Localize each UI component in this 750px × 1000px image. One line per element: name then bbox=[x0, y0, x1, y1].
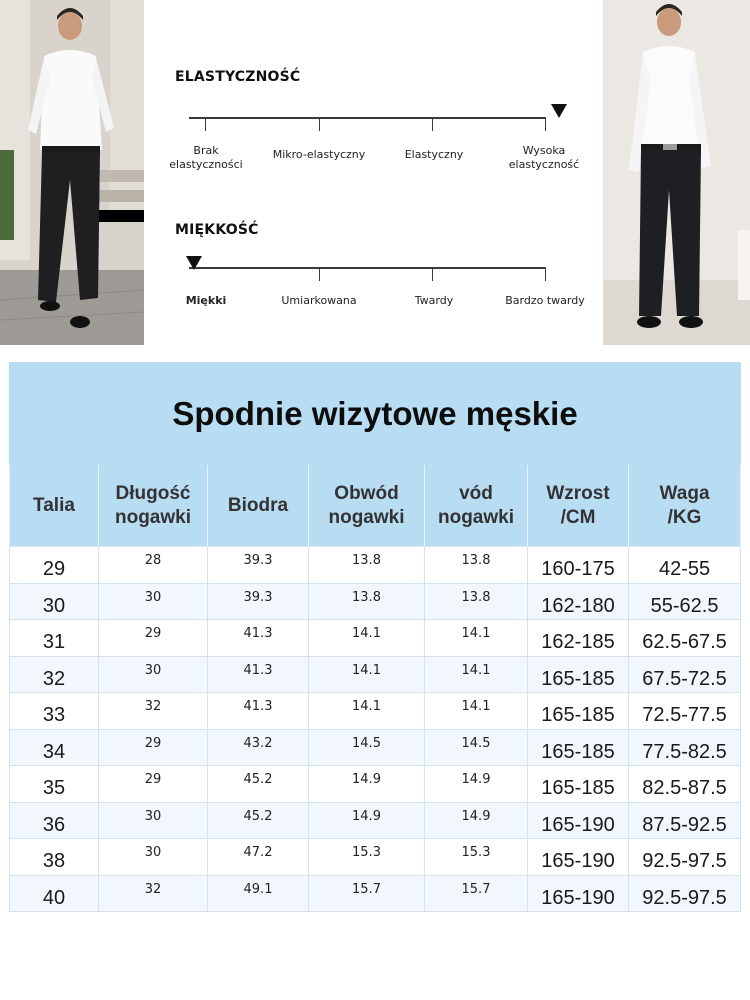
header-hips: Biodra bbox=[208, 465, 309, 547]
cell-leg-opening: 13.8 bbox=[425, 583, 528, 620]
cell-height: 162-180 bbox=[528, 583, 629, 620]
cell-waist: 32 bbox=[10, 656, 99, 693]
cell-waist: 31 bbox=[10, 620, 99, 657]
header-height: Wzrost /CM bbox=[528, 465, 629, 547]
table-row bbox=[10, 620, 741, 657]
table-title: Spodnie wizytowe męskie bbox=[10, 363, 741, 465]
cell-leg-length: 32 bbox=[99, 875, 208, 912]
table-row bbox=[10, 875, 741, 912]
softness-tick bbox=[545, 269, 546, 281]
cell-leg-circumference: 13.8 bbox=[309, 583, 425, 620]
cell-weight: 67.5-72.5 bbox=[629, 656, 741, 693]
cell-leg-opening: 15.7 bbox=[425, 875, 528, 912]
cell-leg-circumference: 14.5 bbox=[309, 729, 425, 766]
cell-leg-length: 29 bbox=[99, 620, 208, 657]
header-leg-circumference: Obwód nogawki bbox=[309, 465, 425, 547]
table-row bbox=[10, 766, 741, 803]
elasticity-title: ELASTYCZNOŚĆ bbox=[175, 69, 301, 85]
softness-scale-line bbox=[189, 267, 546, 269]
elasticity-tick bbox=[545, 119, 546, 131]
cell-leg-circumference: 14.9 bbox=[309, 766, 425, 803]
size-table bbox=[9, 362, 741, 912]
cell-height: 165-190 bbox=[528, 802, 629, 839]
cell-hips: 39.3 bbox=[208, 547, 309, 584]
cell-height: 165-185 bbox=[528, 766, 629, 803]
model-figure-right bbox=[603, 0, 750, 345]
cell-hips: 41.3 bbox=[208, 656, 309, 693]
cell-leg-circumference: 15.7 bbox=[309, 875, 425, 912]
table-header-row bbox=[10, 465, 741, 547]
cell-waist: 35 bbox=[10, 766, 99, 803]
cell-leg-circumference: 14.1 bbox=[309, 620, 425, 657]
elasticity-marker-icon bbox=[551, 104, 567, 118]
cell-leg-length: 30 bbox=[99, 839, 208, 876]
cell-hips: 47.2 bbox=[208, 839, 309, 876]
cell-height: 165-185 bbox=[528, 656, 629, 693]
elasticity-scale-line bbox=[189, 117, 546, 119]
softness-title: MIĘKKOŚĆ bbox=[175, 222, 259, 238]
cell-leg-opening: 14.1 bbox=[425, 656, 528, 693]
elasticity-tick bbox=[205, 119, 206, 131]
elasticity-label-micro: Mikro-elastyczny bbox=[272, 148, 366, 161]
cell-hips: 49.1 bbox=[208, 875, 309, 912]
cell-leg-opening: 14.9 bbox=[425, 802, 528, 839]
cell-leg-length: 28 bbox=[99, 547, 208, 584]
cell-weight: 62.5-67.5 bbox=[629, 620, 741, 657]
cell-height: 165-185 bbox=[528, 729, 629, 766]
elasticity-tick bbox=[319, 119, 320, 131]
table-row bbox=[10, 656, 741, 693]
elasticity-tick bbox=[432, 119, 433, 131]
cell-leg-length: 32 bbox=[99, 693, 208, 730]
softness-label-very-hard: Bardzo twardy bbox=[505, 294, 585, 307]
model-figure-left bbox=[0, 0, 144, 345]
cell-height: 162-185 bbox=[528, 620, 629, 657]
cell-leg-circumference: 15.3 bbox=[309, 839, 425, 876]
table-row bbox=[10, 583, 741, 620]
header-waist: Talia bbox=[10, 465, 99, 547]
elasticity-label-high: Wysoka elastyczność bbox=[508, 144, 580, 171]
header-leg-length: Długość nogawki bbox=[99, 465, 208, 547]
cell-weight: 92.5-97.5 bbox=[629, 839, 741, 876]
cell-leg-opening: 13.8 bbox=[425, 547, 528, 584]
cell-leg-length: 29 bbox=[99, 766, 208, 803]
softness-label-hard: Twardy bbox=[414, 294, 454, 307]
table-body bbox=[10, 547, 741, 912]
softness-tick bbox=[319, 269, 320, 281]
cell-leg-circumference: 14.9 bbox=[309, 802, 425, 839]
table-row bbox=[10, 839, 741, 876]
model-photo-left bbox=[0, 0, 144, 345]
table-row bbox=[10, 693, 741, 730]
cell-hips: 39.3 bbox=[208, 583, 309, 620]
cell-hips: 41.3 bbox=[208, 620, 309, 657]
cell-waist: 33 bbox=[10, 693, 99, 730]
model-photo-right bbox=[603, 0, 750, 345]
cell-height: 160-175 bbox=[528, 547, 629, 584]
cell-leg-opening: 14.5 bbox=[425, 729, 528, 766]
cell-hips: 45.2 bbox=[208, 766, 309, 803]
cell-leg-length: 30 bbox=[99, 802, 208, 839]
cell-waist: 36 bbox=[10, 802, 99, 839]
cell-waist: 38 bbox=[10, 839, 99, 876]
cell-weight: 82.5-87.5 bbox=[629, 766, 741, 803]
header-weight: Waga /KG bbox=[629, 465, 741, 547]
cell-waist: 34 bbox=[10, 729, 99, 766]
cell-height: 165-190 bbox=[528, 875, 629, 912]
cell-height: 165-190 bbox=[528, 839, 629, 876]
softness-label-moderate: Umiarkowana bbox=[281, 294, 357, 307]
cell-leg-length: 30 bbox=[99, 583, 208, 620]
cell-leg-circumference: 14.1 bbox=[309, 656, 425, 693]
cell-leg-circumference: 13.8 bbox=[309, 547, 425, 584]
cell-hips: 45.2 bbox=[208, 802, 309, 839]
cell-leg-opening: 15.3 bbox=[425, 839, 528, 876]
cell-leg-length: 30 bbox=[99, 656, 208, 693]
header-leg-opening: vód nogawki bbox=[425, 465, 528, 547]
cell-leg-length: 29 bbox=[99, 729, 208, 766]
cell-hips: 41.3 bbox=[208, 693, 309, 730]
cell-waist: 40 bbox=[10, 875, 99, 912]
softness-marker-icon bbox=[186, 256, 202, 270]
cell-leg-opening: 14.9 bbox=[425, 766, 528, 803]
cell-leg-opening: 14.1 bbox=[425, 693, 528, 730]
cell-weight: 72.5-77.5 bbox=[629, 693, 741, 730]
cell-waist: 29 bbox=[10, 547, 99, 584]
cell-weight: 87.5-92.5 bbox=[629, 802, 741, 839]
table-row bbox=[10, 802, 741, 839]
cell-weight: 42-55 bbox=[629, 547, 741, 584]
cell-leg-circumference: 14.1 bbox=[309, 693, 425, 730]
cell-weight: 55-62.5 bbox=[629, 583, 741, 620]
cell-weight: 92.5-97.5 bbox=[629, 875, 741, 912]
softness-tick bbox=[432, 269, 433, 281]
cell-height: 165-185 bbox=[528, 693, 629, 730]
elasticity-label-none: Brak elastyczności bbox=[169, 144, 243, 171]
cell-hips: 43.2 bbox=[208, 729, 309, 766]
cell-weight: 77.5-82.5 bbox=[629, 729, 741, 766]
cell-waist: 30 bbox=[10, 583, 99, 620]
cell-leg-opening: 14.1 bbox=[425, 620, 528, 657]
table-row bbox=[10, 729, 741, 766]
table-row bbox=[10, 547, 741, 584]
softness-label-soft: Miękki bbox=[185, 294, 227, 307]
elasticity-label-elastic: Elastyczny bbox=[404, 148, 464, 161]
